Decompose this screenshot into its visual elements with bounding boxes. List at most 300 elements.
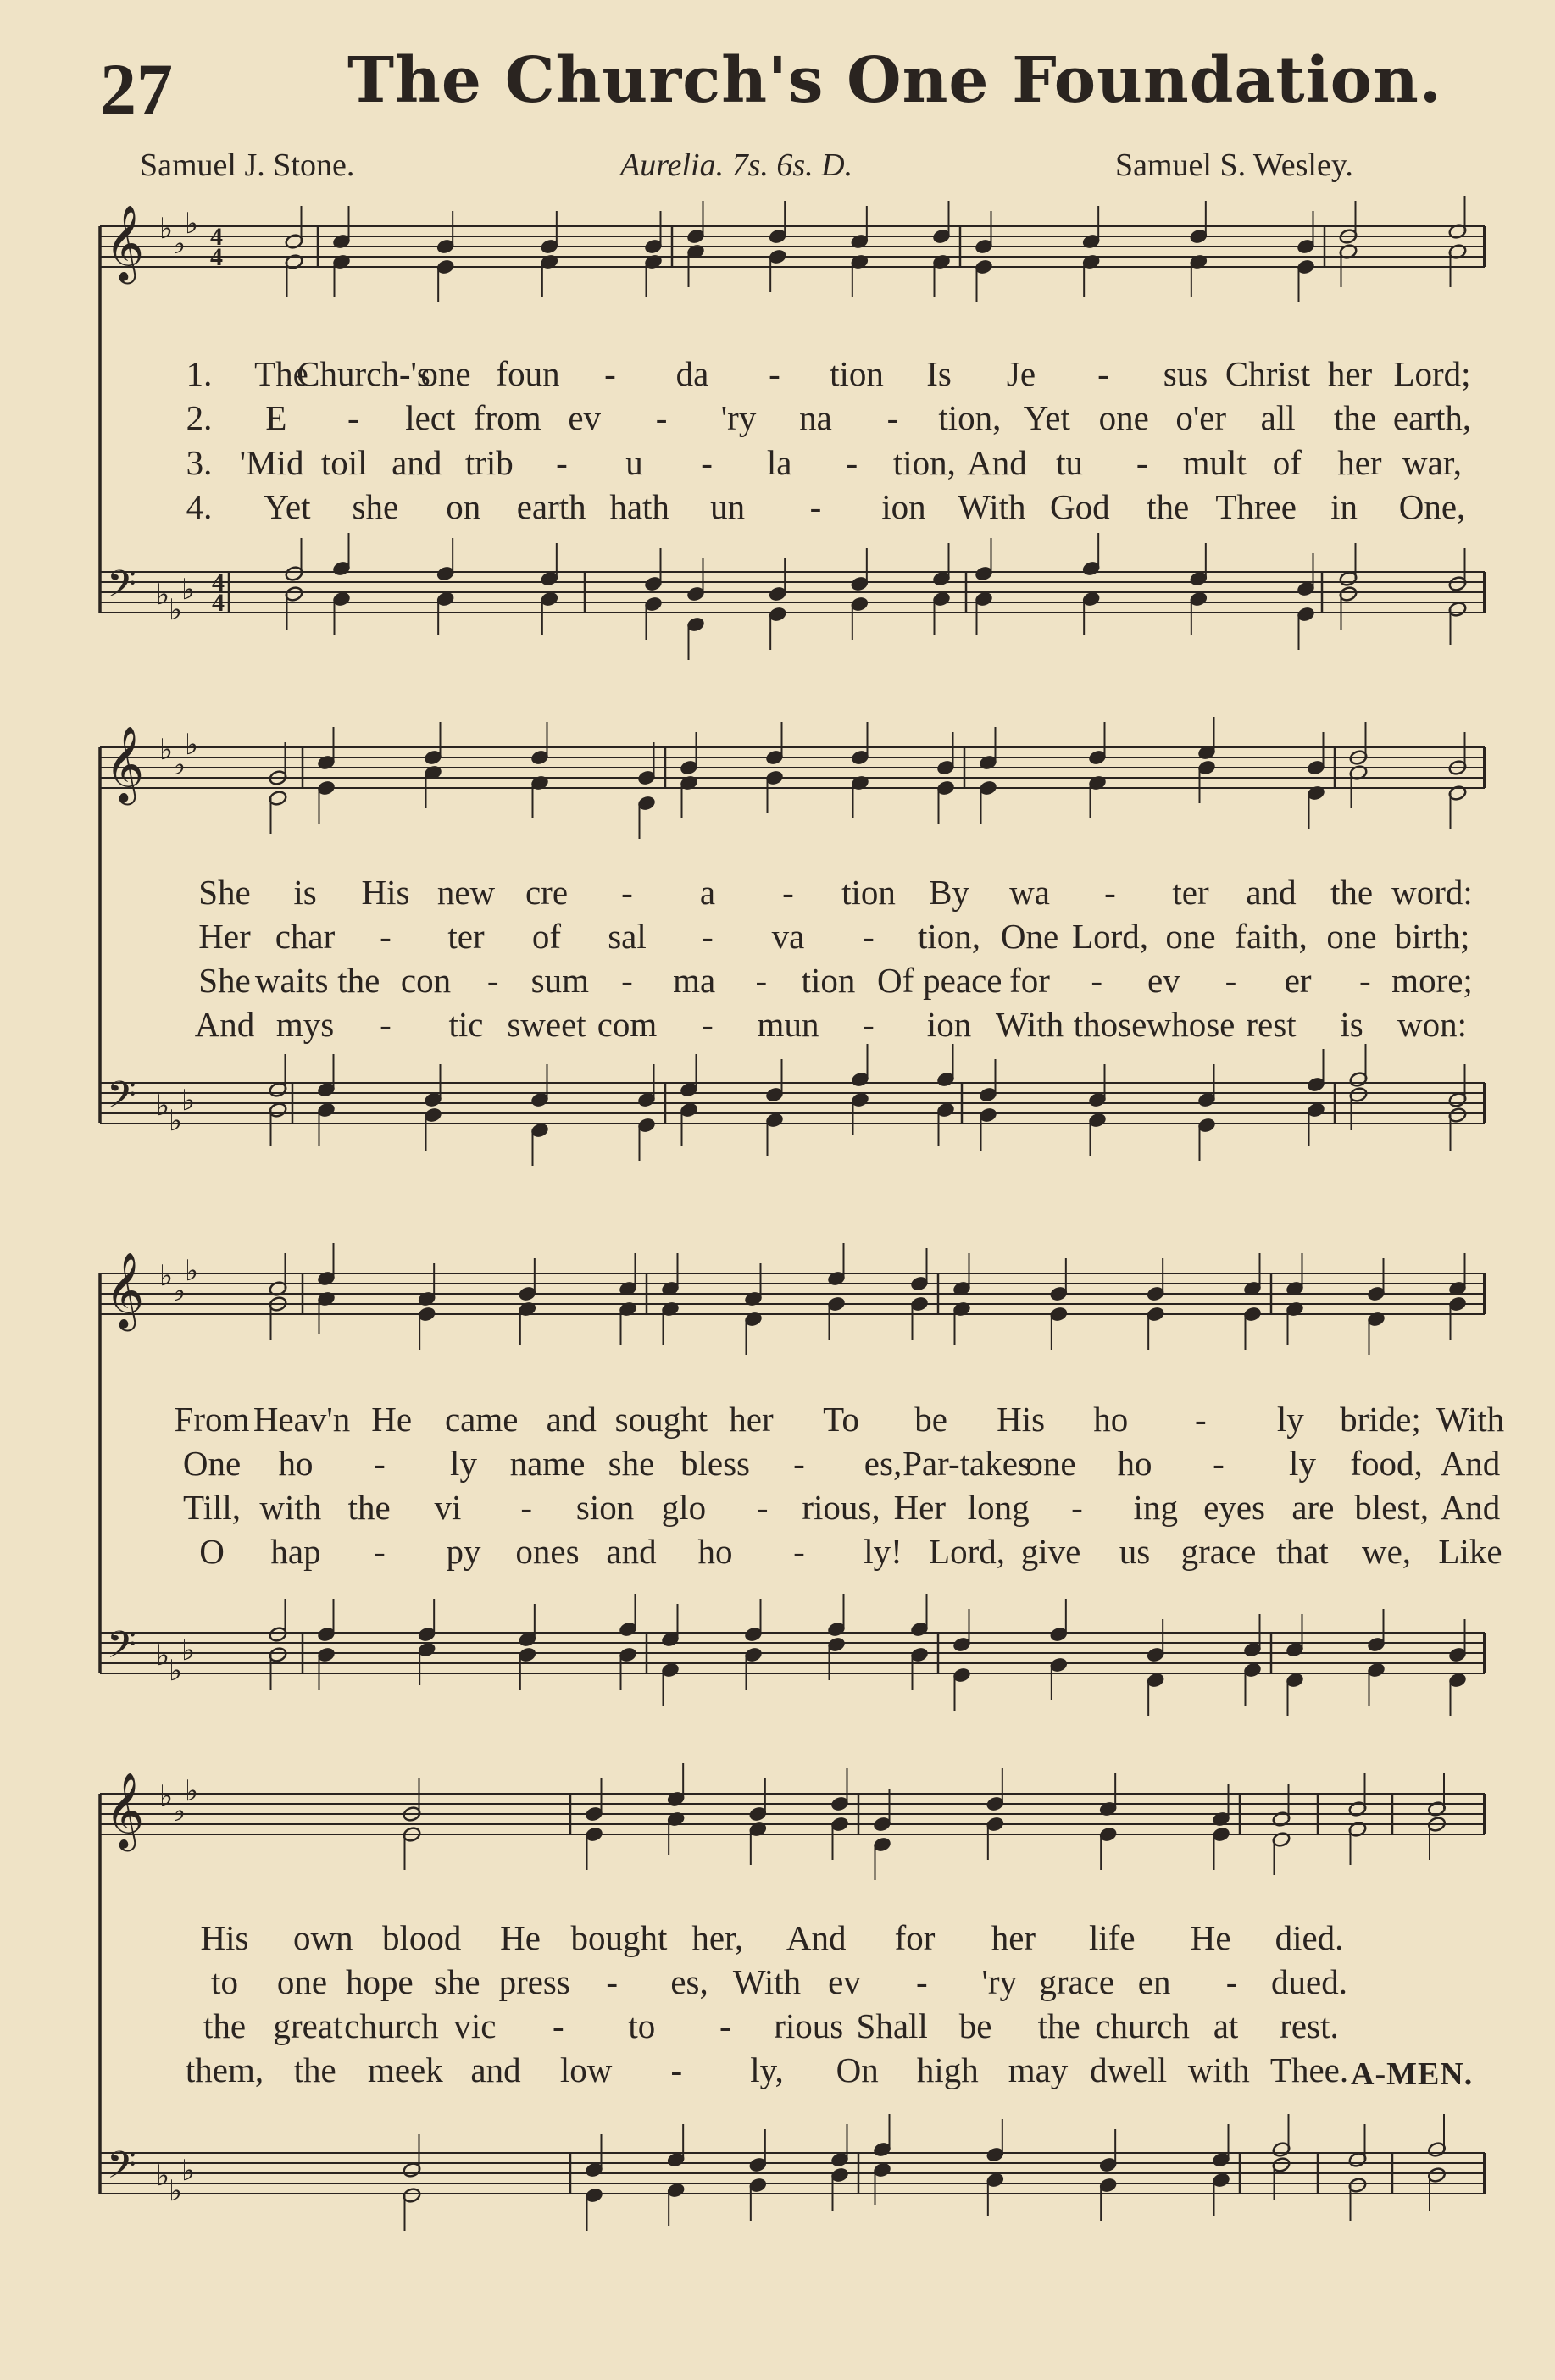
lyric-syllable: To <box>823 1400 859 1439</box>
lyric-syllable: And <box>1440 1444 1501 1483</box>
lyric-syllable: the <box>1037 2006 1080 2045</box>
lyric-syllable: - <box>916 1962 928 2001</box>
lyric-syllable: the <box>1334 398 1377 437</box>
lyric-syllable: With <box>1436 1400 1505 1439</box>
time-signature: 4 <box>212 589 225 617</box>
time-signature: 4 <box>210 243 223 271</box>
lyric-syllable: Lord, <box>929 1532 1005 1571</box>
flat-sign-icon: ♭ <box>185 207 199 241</box>
lyric-syllable: - <box>1091 961 1102 1000</box>
lyric-syllable: and <box>1246 873 1297 912</box>
lyric-syllable: sought <box>614 1400 708 1439</box>
lyric-syllable: - <box>702 917 714 956</box>
lyric-syllable: com <box>597 1005 658 1044</box>
lyric-syllable: - <box>793 1532 805 1571</box>
lyric-syllable: mult <box>1182 443 1247 482</box>
lyric-syllable: sum <box>530 961 590 1000</box>
lyric-syllable: - <box>1213 1444 1225 1483</box>
verse-line <box>0 1005 1555 1044</box>
lyric-syllable: own <box>293 1918 353 1957</box>
lyric-syllable: wa <box>1009 873 1050 912</box>
lyric-syllable: - <box>553 2006 564 2045</box>
lyric-syllable: vi <box>434 1488 462 1527</box>
lyric-syllable: came <box>444 1400 519 1439</box>
lyric-syllable: Je <box>1006 354 1036 393</box>
lyric-syllable: Till, <box>182 1488 242 1527</box>
lyric-syllable: ev <box>828 1962 861 2001</box>
lyric-syllable: great <box>273 2006 343 2045</box>
lyric-syllable: her <box>729 1400 774 1439</box>
lyric-syllable: Par-takes <box>902 1444 1031 1483</box>
lyric-syllable: rest <box>1246 1005 1297 1044</box>
lyric-syllable: may <box>1008 2050 1069 2089</box>
lyric-syllable: her <box>1337 443 1382 482</box>
lyric-syllable: waits <box>254 961 329 1000</box>
lyric-syllable: ly, <box>750 2050 784 2089</box>
lyric-syllable: press <box>498 1962 570 2001</box>
lyric-syllable: - <box>374 1444 386 1483</box>
lyric-syllable: them, <box>185 2050 264 2089</box>
lyric-syllable: and <box>606 1532 657 1571</box>
lyric-syllable: tion <box>830 354 884 393</box>
lyric-syllable: - <box>380 917 392 956</box>
lyric-syllable: 2. <box>186 398 213 437</box>
lyric-syllable: - <box>380 1005 392 1044</box>
lyric-syllable: eyes <box>1203 1488 1265 1527</box>
lyric-syllable: u <box>625 443 643 482</box>
lyric-syllable: - <box>756 1488 769 1527</box>
lyric-syllable: He <box>371 1400 413 1439</box>
lyric-syllable: - <box>486 961 499 1000</box>
lyric-syllable: mys <box>275 1005 335 1044</box>
lyric-syllable: high <box>916 2050 979 2089</box>
lyric-syllable: sion <box>575 1488 635 1527</box>
lyric-syllable: 4. <box>186 487 213 526</box>
lyric-syllable: the <box>337 961 380 1000</box>
lyric-syllable: His <box>361 873 410 912</box>
lyric-syllable: 3. <box>186 443 213 482</box>
lyric-syllable: tion, <box>938 398 1002 437</box>
lyric-syllable: her <box>991 1918 1036 1957</box>
verse-line <box>0 1444 1555 1483</box>
lyric-syllable: all <box>1260 398 1296 437</box>
lyric-syllable: 'ry <box>981 1962 1018 2001</box>
lyric-syllable: Three <box>1215 487 1297 526</box>
lyric-syllable: One <box>1000 917 1059 956</box>
lyric-syllable: ev <box>568 398 602 437</box>
lyricist-credit: Samuel J. Stone. <box>140 147 355 183</box>
lyric-syllable: the <box>1147 487 1190 526</box>
verse-line <box>0 1962 1555 2001</box>
lyric-syllable: na <box>799 398 832 437</box>
lyric-syllable: Like <box>1438 1532 1502 1571</box>
lyric-syllable: ion <box>881 487 926 526</box>
flat-sign-icon: ♭ <box>156 1639 170 1673</box>
lyric-syllable: sal <box>608 917 647 956</box>
lyric-syllable: 'Mid <box>239 443 304 482</box>
lyric-syllable: py <box>446 1532 481 1571</box>
lyric-syllable: glo <box>661 1488 707 1527</box>
lyric-syllable: vic <box>453 2006 497 2045</box>
lyric-syllable: bought <box>570 1918 668 1957</box>
lyric-syllable: ing <box>1133 1488 1178 1527</box>
lyric-syllable: war, <box>1402 443 1463 482</box>
bass-clef-icon: 𝄢 <box>107 2143 136 2196</box>
lyric-syllable: low <box>559 2050 613 2089</box>
lyric-syllable: ion <box>926 1005 972 1044</box>
lyric-syllable: - <box>670 2050 683 2089</box>
lyric-syllable: - <box>782 873 794 912</box>
lyric-syllable: ly <box>1289 1444 1316 1483</box>
verse-line <box>0 487 1555 526</box>
lyric-syllable: rest. <box>1280 2006 1339 2045</box>
lyric-syllable: church <box>1095 2006 1190 2045</box>
flat-sign-icon: ♭ <box>181 2154 196 2188</box>
lyric-syllable: da <box>675 354 709 393</box>
lyric-syllable: She <box>198 873 251 912</box>
bass-clef-icon: 𝄢 <box>107 1073 136 1126</box>
flat-sign-icon: ♭ <box>172 1795 186 1828</box>
lyric-syllable: er <box>1284 961 1312 1000</box>
lyric-syllable: - <box>621 873 633 912</box>
lyric-syllable: 1. <box>186 354 213 393</box>
lyric-syllable: one <box>1326 917 1377 956</box>
lyric-syllable: Christ <box>1225 354 1311 393</box>
lyric-syllable: - <box>863 1005 875 1044</box>
verse-line <box>0 2050 1555 2089</box>
lyric-syllable: to <box>211 1962 238 2001</box>
verse-line <box>0 917 1555 956</box>
lyric-syllable: are <box>1291 1488 1335 1527</box>
flat-sign-icon: ♭ <box>159 212 174 246</box>
lyric-syllable: es, <box>864 1444 902 1483</box>
verse-line <box>0 443 1555 482</box>
lyric-syllable: on <box>446 487 481 526</box>
flat-sign-icon: ♭ <box>185 1774 199 1808</box>
lyric-syllable: - <box>621 961 633 1000</box>
lyric-syllable: from <box>473 398 541 437</box>
lyric-syllable: won: <box>1397 1005 1467 1044</box>
lyric-syllable: - <box>886 398 899 437</box>
lyric-syllable: toil <box>320 443 368 482</box>
lyric-syllable: hap <box>270 1532 321 1571</box>
lyric-syllable: On <box>836 2050 879 2089</box>
treble-clef-icon: 𝄞 <box>105 1773 145 1849</box>
bass-clef-icon: 𝄢 <box>107 562 136 615</box>
lyric-syllable: By <box>929 873 969 912</box>
flat-sign-icon: ♭ <box>172 1274 186 1308</box>
flat-sign-icon: ♭ <box>181 1634 196 1667</box>
lyric-syllable: - <box>1225 1962 1238 2001</box>
lyric-syllable: word: <box>1391 873 1473 912</box>
lyric-syllable: - <box>702 1005 714 1044</box>
lyric-syllable: new <box>436 873 496 912</box>
lyric-syllable: - <box>755 961 768 1000</box>
flat-sign-icon: ♭ <box>181 1084 196 1118</box>
lyric-syllable: died. <box>1275 1918 1344 1957</box>
flat-sign-icon: ♭ <box>169 1104 183 1138</box>
lyric-syllable: - <box>793 1444 805 1483</box>
lyric-syllable: - <box>846 443 858 482</box>
verse-line <box>0 961 1555 1000</box>
flat-sign-icon: ♭ <box>156 1089 170 1123</box>
lyric-syllable: grace <box>1180 1532 1257 1571</box>
tune-name: Aurelia. 7s. 6s. D. <box>620 147 853 183</box>
lyric-syllable: char <box>275 917 336 956</box>
lyric-syllable: one <box>1025 1444 1076 1483</box>
lyric-syllable: Her <box>198 917 251 956</box>
lyric-syllable: meek <box>367 2050 443 2089</box>
lyric-syllable: Yet <box>264 487 311 526</box>
lyric-syllable: the <box>1330 873 1374 912</box>
flat-sign-icon: ♭ <box>169 2174 183 2208</box>
lyric-syllable: ly! <box>864 1532 902 1571</box>
bass-clef-icon: 𝄢 <box>107 1623 136 1676</box>
lyric-syllable: tu <box>1056 443 1083 482</box>
lyric-syllable: ho <box>1093 1400 1129 1439</box>
flat-sign-icon: ♭ <box>185 1254 199 1288</box>
lyric-syllable: be <box>958 2006 992 2045</box>
lyric-syllable: en <box>1137 1962 1171 2001</box>
lyric-syllable: name <box>509 1444 586 1483</box>
flat-sign-icon: ♭ <box>159 1259 174 1293</box>
lyric-syllable: she <box>433 1962 480 2001</box>
flat-sign-icon: ♭ <box>172 227 186 261</box>
lyric-syllable: grace <box>1039 1962 1115 2001</box>
lyric-syllable: sus <box>1163 354 1208 393</box>
lyric-syllable: church <box>344 2006 439 2045</box>
flat-sign-icon: ♭ <box>181 573 196 607</box>
lyric-syllable: - <box>809 487 822 526</box>
lyric-syllable: with <box>1187 2050 1250 2089</box>
lyric-syllable: tion <box>801 961 856 1000</box>
lyric-syllable: at <box>1213 2006 1239 2045</box>
lyric-syllable: Is <box>926 354 952 393</box>
lyric-syllable: earth <box>516 487 586 526</box>
lyric-syllable: - <box>606 1962 618 2001</box>
lyric-syllable: birth; <box>1394 917 1470 956</box>
lyric-syllable: we, <box>1361 1532 1412 1571</box>
lyric-syllable: E <box>265 398 287 437</box>
lyric-syllable: And <box>786 1918 847 1957</box>
lyric-syllable: long <box>967 1488 1030 1527</box>
lyric-syllable: rious, <box>802 1488 880 1527</box>
lyric-syllable: Of <box>877 961 914 1000</box>
lyric-syllable: Heav'n <box>253 1400 351 1439</box>
lyric-syllable: - <box>655 398 668 437</box>
composer-credit: Samuel S. Wesley. <box>1115 147 1353 183</box>
lyric-syllable: tion, <box>917 917 981 956</box>
lyric-syllable: And <box>967 443 1027 482</box>
lyric-syllable: - <box>1136 443 1148 482</box>
treble-clef-icon: 𝄞 <box>105 205 145 281</box>
flat-sign-icon: ♭ <box>185 728 199 762</box>
verse-line <box>0 354 1555 393</box>
flat-sign-icon: ♭ <box>159 1779 174 1813</box>
flat-sign-icon: ♭ <box>172 748 186 782</box>
flat-sign-icon: ♭ <box>159 733 174 767</box>
lyric-syllable: - <box>1225 961 1237 1000</box>
lyric-syllable: she <box>352 487 399 526</box>
lyric-syllable: of <box>1272 443 1302 482</box>
lyric-syllable: her <box>1327 354 1373 393</box>
lyric-syllable: o'er <box>1175 398 1227 437</box>
lyric-syllable: bride; <box>1340 1400 1421 1439</box>
lyric-syllable: tion, <box>892 443 956 482</box>
verse-line <box>0 2006 1555 2045</box>
lyric-syllable: hath <box>609 487 669 526</box>
treble-clef-icon: 𝄞 <box>105 726 145 802</box>
lyric-syllable: Her <box>893 1488 947 1527</box>
lyric-syllable: He <box>1190 1918 1231 1957</box>
lyric-syllable: with <box>259 1488 322 1527</box>
lyric-syllable: foun <box>496 354 560 393</box>
lyric-syllable: us <box>1119 1532 1151 1571</box>
lyric-syllable: peace <box>923 961 1002 1000</box>
lyric-syllable: He <box>500 1918 541 1957</box>
lyric-syllable: ter <box>1172 873 1209 912</box>
lyric-syllable: One <box>182 1444 242 1483</box>
lyric-syllable: And <box>1440 1488 1501 1527</box>
lyric-syllable: ho <box>278 1444 314 1483</box>
lyric-syllable: her, <box>691 1918 744 1957</box>
lyric-syllable: His <box>200 1918 249 1957</box>
lyric-syllable: - <box>1359 961 1371 1000</box>
lyric-syllable: tion <box>841 873 896 912</box>
lyric-syllable: lect <box>405 398 456 437</box>
lyric-syllable: From <box>174 1400 250 1439</box>
lyric-syllable: ho <box>1117 1444 1152 1483</box>
lyric-syllable: ev <box>1147 961 1180 1000</box>
hymn-title: The Church's One Foundation. <box>347 44 1442 117</box>
flat-sign-icon: ♭ <box>156 2159 170 2193</box>
lyric-syllable: and <box>546 1400 597 1439</box>
flat-sign-icon: ♭ <box>156 578 170 612</box>
lyric-syllable: la <box>766 443 792 482</box>
verse-line <box>0 1918 1555 1957</box>
lyric-syllable: His <box>997 1400 1046 1439</box>
lyric-syllable: blood <box>382 1918 462 1957</box>
lyric-syllable: in <box>1330 487 1358 526</box>
lyric-syllable: food, <box>1350 1444 1423 1483</box>
amen-text: A-MEN. <box>1351 2056 1474 2092</box>
lyric-syllable: ter <box>447 917 485 956</box>
lyric-syllable: the <box>347 1488 391 1527</box>
lyric-syllable: Lord, <box>1072 917 1148 956</box>
verse-line <box>0 1488 1555 1527</box>
lyric-syllable: - <box>1097 354 1109 393</box>
lyric-syllable: rious <box>774 2006 844 2045</box>
lyric-syllable: With <box>958 487 1026 526</box>
lyric-syllable: blest, <box>1354 1488 1430 1527</box>
lyric-syllable: that <box>1276 1532 1329 1571</box>
lyric-syllable: ho <box>697 1532 733 1571</box>
lyric-syllable: trib <box>464 443 514 482</box>
lyric-syllable: - <box>374 1532 386 1571</box>
lyric-syllable: - <box>520 1488 533 1527</box>
verse-line <box>0 398 1555 437</box>
verse-line <box>0 1532 1555 1571</box>
lyric-syllable: - <box>719 2006 731 2045</box>
lyric-syllable: a <box>699 873 716 912</box>
lyric-syllable: Lord; <box>1393 354 1471 393</box>
lyric-syllable: ma <box>673 961 716 1000</box>
lyric-syllable: - <box>1194 1400 1207 1439</box>
lyric-syllable: - <box>556 443 568 482</box>
lyric-syllable: Church-'s <box>297 354 430 393</box>
lyric-syllable: one <box>1098 398 1149 437</box>
lyric-syllable: un <box>710 487 746 526</box>
lyric-syllable: whose <box>1146 1005 1236 1044</box>
lyric-syllable: and <box>392 443 442 482</box>
lyric-syllable: cre <box>525 873 569 912</box>
lyric-syllable: - <box>604 354 616 393</box>
lyric-syllable: sweet <box>507 1005 586 1044</box>
lyric-syllable: Shall <box>856 2006 928 2045</box>
flat-sign-icon: ♭ <box>169 1654 183 1688</box>
lyric-syllable: - <box>1104 873 1116 912</box>
lyric-syllable: life <box>1088 1918 1136 1957</box>
lyric-syllable: Yet <box>1023 398 1070 437</box>
lyric-syllable: more; <box>1391 961 1473 1000</box>
hymn-number: 27 <box>100 48 173 130</box>
lyric-syllable: - <box>1071 1488 1083 1527</box>
lyric-syllable: those <box>1073 1005 1147 1044</box>
lyric-syllable: mun <box>757 1005 819 1044</box>
lyric-syllable: earth, <box>1392 398 1472 437</box>
lyric-syllable: and <box>470 2050 521 2089</box>
lyric-syllable: faith, <box>1235 917 1308 956</box>
lyric-syllable: for <box>1009 961 1050 1000</box>
lyric-syllable: is <box>293 873 317 912</box>
lyric-syllable: one <box>420 354 471 393</box>
lyric-syllable: dued. <box>1271 1962 1347 2001</box>
lyric-syllable: ly <box>450 1444 477 1483</box>
time-signature: 4 <box>212 569 225 596</box>
lyric-syllable: she <box>608 1444 655 1483</box>
lyric-syllable: ones <box>515 1532 580 1571</box>
verse-line <box>0 1400 1555 1439</box>
lyric-syllable: va <box>771 917 805 956</box>
lyric-syllable: She <box>198 961 251 1000</box>
lyric-syllable: the <box>203 2006 247 2045</box>
lyric-syllable: the <box>293 2050 336 2089</box>
lyric-syllable: for <box>894 1918 936 1957</box>
lyric-syllable: one <box>276 1962 328 2001</box>
verse-line <box>0 873 1555 912</box>
lyric-syllable: God <box>1049 487 1110 526</box>
lyric-syllable: - <box>701 443 713 482</box>
lyric-syllable: of <box>531 917 562 956</box>
lyric-syllable: one <box>1165 917 1216 956</box>
lyric-syllable: O <box>199 1532 225 1571</box>
lyric-syllable: bless <box>680 1444 750 1483</box>
lyric-syllable: ly <box>1276 1400 1304 1439</box>
lyric-syllable: es, <box>670 1962 708 2001</box>
lyric-syllable: And <box>194 1005 255 1044</box>
lyric-syllable: is <box>1340 1005 1363 1044</box>
lyric-syllable: hope <box>345 1962 414 2001</box>
lyric-syllable: With <box>732 1962 802 2001</box>
treble-clef-icon: 𝄞 <box>105 1252 145 1329</box>
lyric-syllable: to <box>628 2006 656 2045</box>
lyric-syllable: give <box>1020 1532 1081 1571</box>
lyric-syllable: With <box>995 1005 1064 1044</box>
lyric-syllable: - <box>769 354 780 393</box>
time-signature: 4 <box>210 223 223 251</box>
lyric-syllable: con <box>400 961 452 1000</box>
flat-sign-icon: ♭ <box>169 593 183 627</box>
